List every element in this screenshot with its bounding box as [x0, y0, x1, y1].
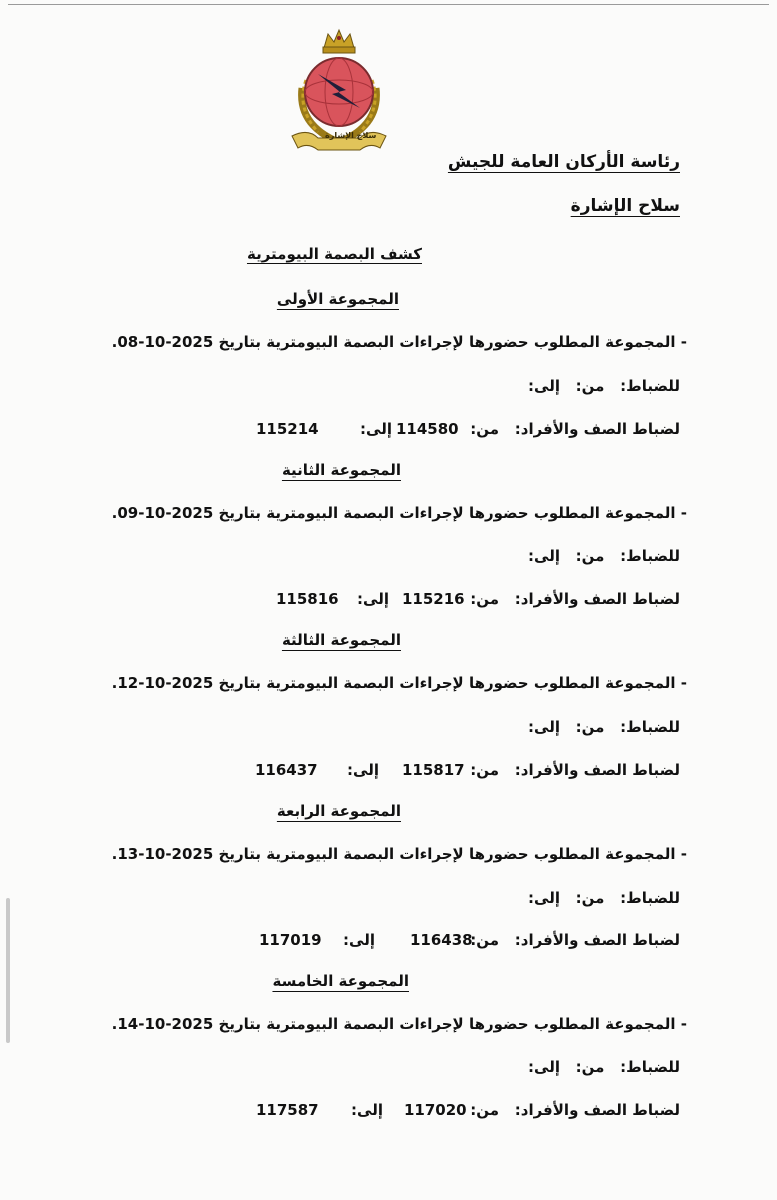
to-label: إلى:: [528, 547, 560, 565]
from-label: من:: [575, 889, 605, 907]
to-label: إلى:: [360, 420, 392, 438]
ranks-label-row: [470, 1101, 680, 1119]
from-label: من:: [470, 931, 500, 949]
ranks-label: لضباط الصف والأفراد:: [514, 420, 680, 438]
emblem-ribbon-text: سلاح الإشارة: [325, 131, 377, 140]
range-to-number: 117587: [256, 1101, 319, 1119]
officers-label: للضباط:: [620, 547, 680, 565]
header-org-line1: رئاسة الأركان العامة للجيش: [447, 152, 680, 172]
range-from-number: 114580: [396, 420, 459, 438]
group-title: المجموعة الخامسة: [272, 972, 409, 990]
from-label: من:: [470, 761, 500, 779]
ranks-label-row: [470, 420, 680, 438]
header-org-line2: سلاح الإشارة: [570, 196, 680, 216]
date-line-text: - المجموعة المطلوب حضورها لإجراءات البصمة البيومترية بتاريخ: [218, 333, 687, 351]
officers-label: للضباط:: [620, 718, 680, 736]
ranks-label: لضباط الصف والأفراد:: [514, 931, 680, 949]
from-label: من:: [575, 377, 605, 395]
group-date: 2025-10-08.: [111, 333, 214, 351]
range-to-number: 117019: [259, 931, 322, 949]
to-label: إلى:: [528, 889, 560, 907]
group-date-line: [112, 333, 687, 351]
date-line-text: - المجموعة المطلوب حضورها لإجراءات البصمة البيومترية بتاريخ: [218, 674, 687, 692]
group-date-line: [112, 674, 687, 692]
ranks-label: لضباط الصف والأفراد:: [514, 590, 680, 608]
officers-row: [528, 889, 680, 907]
group-date-line: [112, 845, 687, 863]
officers-label: للضباط:: [620, 1058, 680, 1076]
officers-row: [528, 1058, 680, 1076]
ranks-label-row: [470, 931, 680, 949]
date-line-text: - المجموعة المطلوب حضورها لإجراءات البصمة البيومترية بتاريخ: [218, 845, 687, 863]
from-label: من:: [575, 1058, 605, 1076]
group-title: المجموعة الثانية: [281, 461, 401, 479]
ranks-label-row: [470, 590, 680, 608]
from-label: من:: [470, 590, 500, 608]
to-label: إلى:: [351, 1101, 383, 1119]
group-title: المجموعة الرابعة: [276, 802, 401, 820]
group-date-line: [112, 1015, 687, 1033]
to-label: إلى:: [528, 377, 560, 395]
group-date: 2025-10-14.: [111, 1015, 214, 1033]
ranks-label-row: [470, 761, 680, 779]
to-label: إلى:: [528, 1058, 560, 1076]
from-label: من:: [470, 1101, 500, 1119]
officers-row: [528, 718, 680, 736]
group-title: المجموعة الثالثة: [281, 631, 401, 649]
ranks-label: لضباط الصف والأفراد:: [514, 761, 680, 779]
group-date: 2025-10-13.: [111, 845, 214, 863]
range-to-number: 116437: [255, 761, 318, 779]
range-to-number: 115816: [276, 590, 339, 608]
range-from-number: 115216: [402, 590, 465, 608]
group-title: المجموعة الأولى: [276, 290, 399, 308]
to-label: إلى:: [528, 718, 560, 736]
from-label: من:: [575, 718, 605, 736]
range-from-number: 116438: [410, 931, 473, 949]
scan-edge-mark: [6, 898, 10, 1043]
to-label: إلى:: [343, 931, 375, 949]
officers-label: للضباط:: [620, 889, 680, 907]
group-date-line: [112, 504, 687, 522]
range-to-number: 115214: [256, 420, 319, 438]
group-date: 2025-10-12.: [111, 674, 214, 692]
group-date: 2025-10-09.: [111, 504, 214, 522]
range-from-number: 115817: [402, 761, 465, 779]
to-label: إلى:: [347, 761, 379, 779]
officers-row: [528, 377, 680, 395]
officers-label: للضباط:: [620, 377, 680, 395]
from-label: من:: [575, 547, 605, 565]
top-border: [8, 4, 769, 5]
date-line-text: - المجموعة المطلوب حضورها لإجراءات البصمة البيومترية بتاريخ: [218, 1015, 687, 1033]
document-title: كشف البصمة البيومترية: [246, 245, 422, 263]
range-from-number: 117020: [404, 1101, 467, 1119]
date-line-text: - المجموعة المطلوب حضورها لإجراءات البصمة البيومترية بتاريخ: [218, 504, 687, 522]
ranks-label: لضباط الصف والأفراد:: [514, 1101, 680, 1119]
to-label: إلى:: [357, 590, 389, 608]
from-label: من:: [470, 420, 500, 438]
officers-row: [528, 547, 680, 565]
